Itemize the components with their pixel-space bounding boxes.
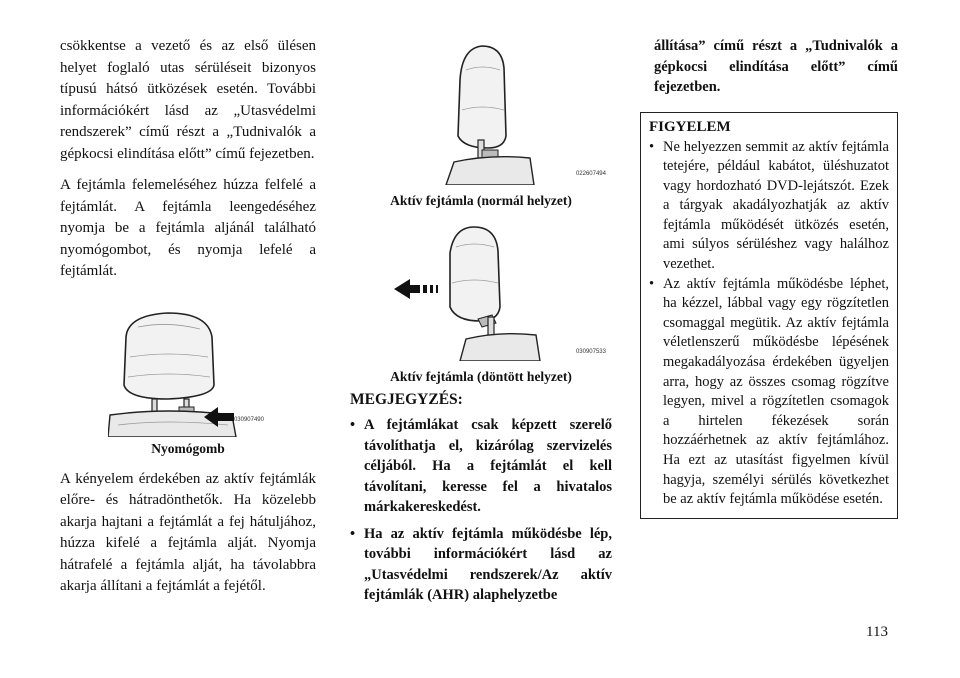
page-number: 113 — [866, 624, 888, 640]
figure-normal-position — [350, 40, 612, 185]
figure-caption: Aktív fejtámla (normál helyzet) — [390, 193, 572, 208]
figure-code: 022607494 — [575, 171, 606, 177]
note-continuation: állítása” című részt a „Tudnivalók a gépkocsi elindítása előtt” című fejezetben. — [654, 38, 898, 95]
paragraph-intro: csökkentse a vezető és az első ülésen helyet foglaló utas sérüléseit bizonyos típusú hátsó ütközések esetén. További információkért lásd az „Utasvédelmi rendszerek” című részt a „Tudnivalók a gépkocsi elindítása előtt” című fejezetben. — [60, 38, 316, 162]
note-heading: MEGJEGYZÉS: — [350, 391, 463, 408]
note-list — [350, 415, 612, 606]
figure-push-button — [108, 307, 268, 437]
warning-list — [649, 138, 889, 510]
note-item: • Ha az aktív fejtámla működésbe lép, további információkért lásd az „Utasvédelmi rendszerek/Az aktív fejtámlák (AHR) alaphelyzetbe — [350, 524, 612, 606]
column-middle — [350, 40, 612, 612]
warning-title: FIGYELEM — [649, 118, 731, 135]
figure-code: 030907490 — [233, 416, 264, 423]
headrest-normal-illustration — [350, 40, 612, 185]
note-item: • A fejtámlákat csak képzett szerelő távolíthatja el, kizárólag szervizelés céljából. Ha a fejtámlát el kell távolítani, keresse fel a hivatalos márkakereskedést. — [350, 415, 612, 518]
figure-tilted-position — [350, 223, 612, 361]
warning-item: • Az aktív fejtámla működésbe léphet, ha kézzel, lábbal vagy egy rögzítetlen csomaggal megütik. Az aktív fejtámla véletlenszerű működésbe lépésének megakadályozása érdekében ügyeljen arra, hogy az összes csomag rögzítve legyen, mivel a rögzítetlen csomagok a hirtelen fékezések során hozzáérhetnek az aktív fejtámlához. Ha ezt az utasítást figyelmen kívül hagyja, személyi sérülés következhet be az aktív fejtámla működése esetén. — [649, 275, 889, 510]
column-right — [640, 36, 898, 519]
warning-item: • Ne helyezzen semmit az aktív fejtámla tetejére, például kabátot, üléshuzatot vagy hordozható DVD-lejátszót. Ezek a tárgyak akadályozhatják az aktív fejtámla működését ütközés esetén, ami súlyos sérüléshez vagy halálhoz vezethet. — [649, 138, 889, 275]
figure-caption: Nyomógomb — [151, 440, 225, 456]
arrow-left-icon — [394, 279, 420, 299]
figure-code: 030907533 — [575, 349, 606, 355]
paragraph-raise-lower: A fejtámla felemeléséhez húzza felfelé a fejtámlát. A fejtámla leengedéséhez nyomja be a fejtámla aljánál található nyomógombot, és nyomja lefelé a fejtámlát. — [60, 177, 316, 279]
paragraph-tilt: A kényelem érdekében az aktív fejtámlák előre- és hátradönthetők. Ha közelebb akarja hajtani a fejtámlát a fej hátuljához, húzza kifelé a fejtámla alját. Nyomja hátrafelé a fejtámla alját, ha távolabbra akarja állítani a fejtámlát a fejétől. — [60, 470, 316, 594]
column-left — [60, 36, 316, 608]
figure-caption: Aktív fejtámla (döntött helyzet) — [390, 369, 572, 384]
warning-box — [640, 112, 898, 519]
headrest-tilted-illustration — [350, 223, 612, 361]
